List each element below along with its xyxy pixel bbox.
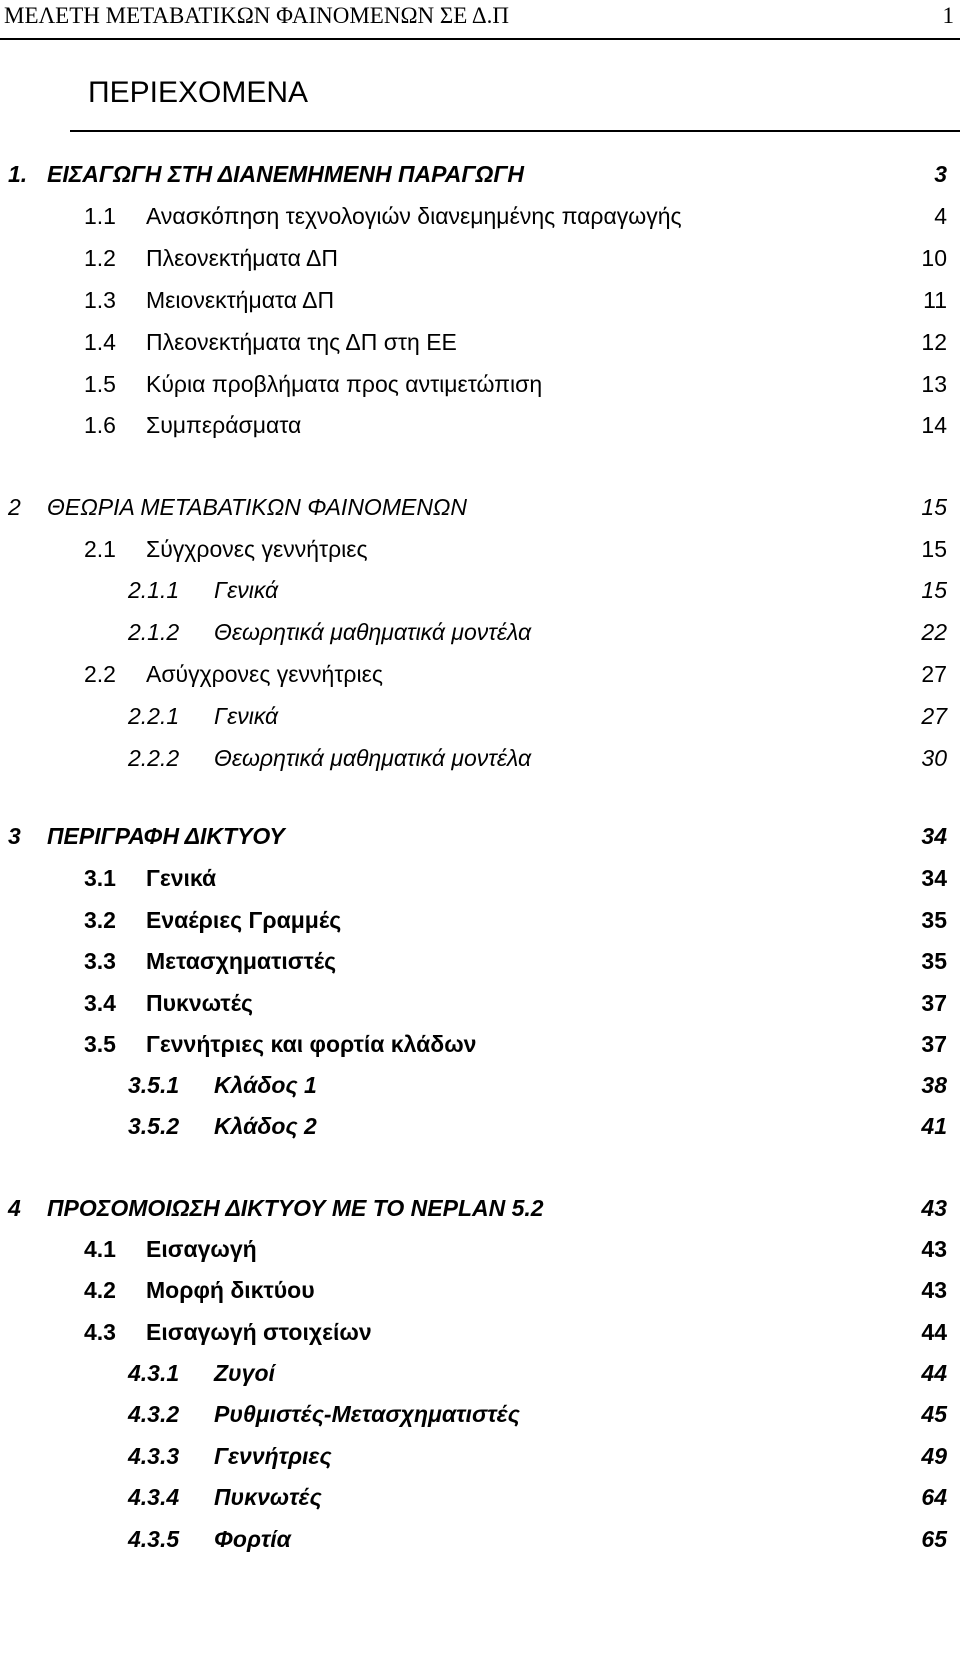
toc-entry: [0, 1110, 960, 1142]
toc-entry-page: 30: [921, 745, 947, 771]
toc-entry-title: Εισαγωγή: [146, 1236, 257, 1262]
toc-entry-title: Μορφή δικτύου: [146, 1277, 315, 1303]
toc-entry-number: 3.5.2: [128, 1113, 180, 1139]
toc-entry: [0, 574, 960, 606]
toc-entry: [0, 242, 960, 274]
toc-entry: [0, 1192, 960, 1224]
toc-entry-number: 3.5: [84, 1031, 116, 1057]
toc-entry-page: 35: [921, 948, 947, 974]
toc-entry-title: Πυκνωτές: [146, 990, 254, 1016]
toc-entry-number: 3.4: [84, 990, 116, 1016]
toc-entry-title: Ασύγχρονες γεννήτριες: [146, 661, 383, 687]
toc-entry-title: Γεννήτριες και φορτία κλάδων: [146, 1031, 477, 1057]
toc-entry-title: Γενικά: [146, 865, 217, 891]
toc-entry-page: 27: [921, 703, 947, 729]
toc-entry-page: 43: [921, 1195, 947, 1221]
toc-entry-title: Ανασκόπηση τεχνολογιών διανεμημένης παραγωγής: [146, 203, 682, 229]
toc-entry-title: Ζυγοί: [214, 1360, 275, 1386]
toc-entry: [0, 1523, 960, 1555]
toc-entry-number: 1.1: [84, 203, 116, 229]
toc-entry-page: 34: [921, 865, 947, 891]
toc-entry-title: Σύγχρονες γεννήτριες: [146, 536, 368, 562]
toc-entry-number: 4.3: [84, 1319, 116, 1345]
toc-entry: [0, 491, 960, 523]
toc-entry-title: Θεωρητικά μαθηματικά μοντέλα: [214, 619, 532, 645]
toc-entry-number: 1.6: [84, 412, 116, 438]
toc-entry-page: 43: [921, 1277, 947, 1303]
toc-entry-title: Πλεονεκτήματα ΔΠ: [146, 245, 338, 271]
toc-heading: ΠΕΡΙΕΧΟΜΕΝΑ: [88, 76, 309, 109]
toc-entry: [0, 284, 960, 316]
toc-entry-title: Φορτία: [214, 1526, 291, 1552]
toc-entry: [0, 409, 960, 441]
toc-entry-page: 15: [921, 494, 947, 520]
toc-entry: [0, 700, 960, 732]
toc-entry: [0, 158, 960, 190]
toc-entry: [0, 1481, 960, 1513]
toc-entry-page: 44: [921, 1360, 947, 1386]
toc-entry-number: 1.3: [84, 287, 116, 313]
toc-entry-number: 3.3: [84, 948, 116, 974]
toc-entry: [0, 1398, 960, 1430]
toc-entry-title: Γενικά: [214, 577, 279, 603]
toc-entry-number: 3.1: [84, 865, 116, 891]
toc-entry-title: Κύρια προβλήματα προς αντιμετώπιση: [146, 371, 543, 397]
toc-entry-title: ΠΡΟΣΟΜΟΙΩΣΗ ΔΙΚΤΥΟΥ ΜΕ ΤΟ NEPLAN 5.2: [47, 1195, 544, 1221]
toc-entry-title: Πλεονεκτήματα της ΔΠ στη ΕΕ: [146, 329, 457, 355]
toc-entry-number: 1.2: [84, 245, 116, 271]
toc-entry: [0, 368, 960, 400]
toc-entry: [0, 1274, 960, 1306]
toc-entry-title: ΠΕΡΙΓΡΑΦΗ ΔΙΚΤΥΟΥ: [47, 823, 285, 849]
toc-entry-number: 1.5: [84, 371, 116, 397]
toc-entry-page: 43: [921, 1236, 947, 1262]
toc-entry-title: Κλάδος 2: [214, 1113, 317, 1139]
toc-entry-title: Πυκνωτές: [214, 1484, 322, 1510]
toc-entry-page: 34: [921, 823, 947, 849]
toc-entry-title: Εισαγωγή στοιχείων: [146, 1319, 372, 1345]
toc-entry-number: 2.1.2: [128, 619, 180, 645]
toc-entry-title: Εναέριες Γραμμές: [146, 907, 342, 933]
toc-entry-number: 4.3.1: [128, 1360, 180, 1386]
toc-entry-title: Γενικά: [214, 703, 279, 729]
toc-entry-number: 4.3.4: [128, 1484, 180, 1510]
toc-entry-title: Γεννήτριες: [214, 1443, 332, 1469]
toc-entry-page: 14: [921, 412, 947, 438]
toc-entry: [0, 616, 960, 648]
toc-entry-title: ΕΙΣΑΓΩΓΗ ΣΤΗ ΔΙΑΝΕΜΗΜΕΝΗ ΠΑΡΑΓΩΓΗ: [47, 161, 524, 187]
toc-entry-page: 45: [921, 1401, 947, 1427]
toc-entry-page: 15: [921, 536, 947, 562]
toc-entry-page: 15: [921, 577, 947, 603]
toc-entry-number: 3: [8, 823, 21, 849]
toc-entry-page: 10: [921, 245, 947, 271]
toc-entry-page: 37: [921, 1031, 947, 1057]
toc-entry: [0, 742, 960, 774]
toc-entry: [0, 1069, 960, 1101]
toc-entry: [0, 533, 960, 565]
toc-entry-page: 27: [921, 661, 947, 687]
toc-entry: [0, 987, 960, 1019]
toc-entry-title: Μειονεκτήματα ΔΠ: [146, 287, 335, 313]
toc-entry-page: 64: [921, 1484, 947, 1510]
toc-entry: [0, 904, 960, 936]
toc-entry: [0, 658, 960, 690]
toc-entry-page: 49: [921, 1443, 947, 1469]
toc-entry-page: 41: [921, 1113, 947, 1139]
toc-entry-number: 1.: [8, 161, 28, 187]
toc-entry-number: 2: [8, 494, 21, 520]
toc-entry-page: 11: [923, 287, 947, 313]
toc-entry-number: 1.4: [84, 329, 116, 355]
toc-entry-number: 4.3.3: [128, 1443, 180, 1469]
toc-entry-page: 12: [921, 329, 947, 355]
toc-entry-number: 4: [8, 1195, 21, 1221]
toc-entry-page: 37: [921, 990, 947, 1016]
toc-entry-page: 3: [934, 161, 947, 187]
toc-entry-title: Κλάδος 1: [214, 1072, 317, 1098]
toc-entry-number: 2.1.1: [128, 577, 180, 603]
toc-entry-number: 4.3.2: [128, 1401, 180, 1427]
toc-entry-page: 38: [921, 1072, 947, 1098]
toc-entry: [0, 862, 960, 894]
toc-entry: [0, 945, 960, 977]
toc-entry-number: 4.2: [84, 1277, 116, 1303]
toc-entry: [0, 1233, 960, 1265]
running-title: ΜΕΛΕΤΗ ΜΕΤΑΒΑΤΙΚΩΝ ΦΑΙΝΟΜΕΝΩΝ ΣΕ Δ.Π: [4, 3, 509, 28]
toc-entry-title: Μετασχηματιστές: [146, 948, 337, 974]
toc-entry-title: Συμπεράσματα: [146, 412, 302, 438]
toc-entry-page: 22: [921, 619, 947, 645]
toc-entry-number: 3.2: [84, 907, 116, 933]
toc-entry: [0, 200, 960, 232]
toc-entry-page: 65: [921, 1526, 947, 1552]
toc-entry: [0, 1316, 960, 1348]
toc-entry: [0, 1357, 960, 1389]
toc-entry: [0, 1028, 960, 1060]
toc-entry-page: 35: [921, 907, 947, 933]
page-number: 1: [942, 3, 954, 28]
toc-entry-number: 2.1: [84, 536, 116, 562]
toc-entry-page: 13: [921, 371, 947, 397]
toc-entry-page: 4: [934, 203, 947, 229]
toc-entry: [0, 326, 960, 358]
toc-entry: [0, 820, 960, 852]
toc-entry-page: 44: [921, 1319, 947, 1345]
toc-entry-number: 2.2: [84, 661, 116, 687]
toc-entry-number: 4.1: [84, 1236, 116, 1262]
toc-entry-number: 2.2.1: [128, 703, 180, 729]
toc-entry: [0, 1440, 960, 1472]
toc-entry-title: Ρυθμιστές-Μετασχηματιστές: [214, 1401, 520, 1427]
toc-entry-title: ΘΕΩΡΙΑ ΜΕΤΑΒΑΤΙΚΩΝ ΦΑΙΝΟΜΕΝΩΝ: [47, 494, 468, 520]
toc-entry-number: 4.3.5: [128, 1526, 180, 1552]
toc-entry-number: 2.2.2: [128, 745, 180, 771]
toc-entry-title: Θεωρητικά μαθηματικά μοντέλα: [214, 745, 532, 771]
toc-entry-number: 3.5.1: [128, 1072, 180, 1098]
